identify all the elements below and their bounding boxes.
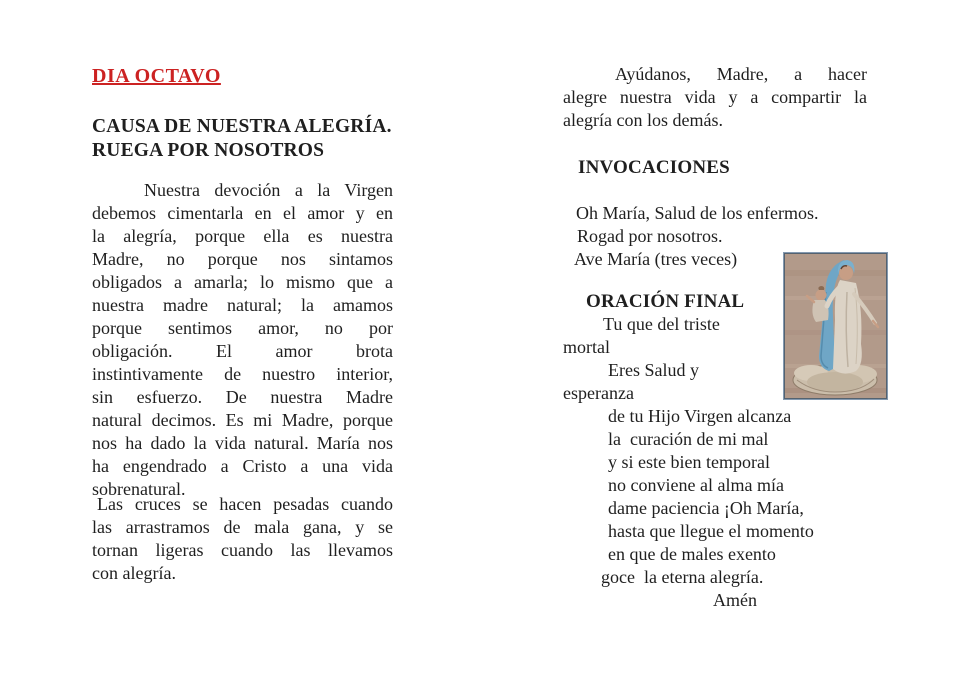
paragraph-line: instintivamente de nuestro interior, xyxy=(92,364,393,384)
invocation-line: Rogad por nosotros. xyxy=(577,226,723,246)
virgin-mary-with-child-image xyxy=(783,252,888,400)
paragraph-line: nos ha dado la vida natural. María nos xyxy=(92,433,393,453)
invocations-heading: INVOCACIONES xyxy=(578,157,730,178)
prayer-line: de tu Hijo Virgen alcanza xyxy=(608,406,792,426)
prayer-line: goce la eterna alegría. xyxy=(601,567,764,587)
final-prayer-heading: ORACIÓN FINAL xyxy=(586,291,745,312)
paragraph-line: Ayúdanos, Madre, a hacer xyxy=(615,64,867,84)
body-paragraph-ayudanos xyxy=(563,63,867,132)
paragraph-line: alegre nuestra vida y a compartir la xyxy=(563,87,867,107)
prayer-line: en que de males exento xyxy=(608,544,776,564)
prayer-line: mortal xyxy=(563,337,610,357)
prayer-line: la curación de mi mal xyxy=(608,429,769,449)
paragraph-line: la alegría, porque ella es nuestra xyxy=(92,226,393,246)
paragraph-line: las arrastramos de mala gana, y se xyxy=(92,517,393,537)
paragraph-line: Las cruces se hacen pesadas cuando xyxy=(97,494,393,514)
paragraph-line: porque sentimos amor, no por xyxy=(92,318,393,338)
section-title-line2: RUEGA POR NOSOTROS xyxy=(92,139,325,161)
virgin-mary-with-child-illustration xyxy=(783,252,888,400)
paragraph-line: obligación. El amor brota xyxy=(92,341,393,361)
prayer-line: Tu que del triste xyxy=(603,314,720,334)
prayer-line: no conviene al alma mía xyxy=(608,475,784,495)
day-title: DIA OCTAVO xyxy=(92,65,221,87)
paragraph-line: sin esfuerzo. De nuestra Madre xyxy=(92,387,393,407)
paragraph-line: nuestra madre natural; la amamos xyxy=(92,295,393,315)
section-title xyxy=(92,115,412,162)
invocation-line: Ave María (tres veces) xyxy=(574,249,738,269)
prayer-line: hasta que llegue el momento xyxy=(608,521,814,541)
body-paragraph-crosses xyxy=(92,493,393,585)
paragraph-line: obligados a amarla; lo mismo que a xyxy=(92,272,393,292)
prayer-line: dame paciencia ¡Oh María, xyxy=(608,498,804,518)
section-title-line1: CAUSA DE NUESTRA ALEGRÍA. xyxy=(92,116,392,137)
prayer-line: esperanza xyxy=(563,383,634,403)
paragraph-line: debemos cimentarla en el amor y en xyxy=(92,203,393,223)
body-paragraph-devotion xyxy=(92,179,393,501)
prayer-line: Amén xyxy=(713,590,757,610)
paragraph-line: con alegría. xyxy=(92,563,176,583)
prayer-line: Eres Salud y xyxy=(608,360,699,380)
invocation-line: Oh María, Salud de los enfermos. xyxy=(576,203,819,223)
prayer-line: y si este bien temporal xyxy=(608,452,770,472)
paragraph-line: Madre, no porque nos sintamos xyxy=(92,249,393,269)
paragraph-line: tornan ligeras cuando las llevamos xyxy=(92,540,393,560)
paragraph-line: alegría con los demás. xyxy=(563,110,723,130)
paragraph-line: sobrenatural. xyxy=(92,479,186,499)
paragraph-line: ha engendrado a Cristo a una vida xyxy=(92,456,393,476)
paragraph-line: Nuestra devoción a la Virgen xyxy=(144,180,393,200)
paragraph-line: natural decimos. Es mi Madre, porque xyxy=(92,410,393,430)
